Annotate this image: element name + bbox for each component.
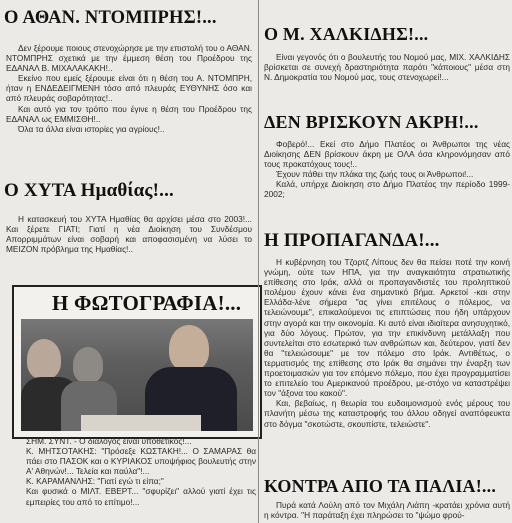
article-ntompris <box>6 43 252 134</box>
headline-ntompris: Ο ΑΘΑΝ. ΝΤΟΜΠΡΗΣ!... <box>4 8 217 28</box>
caption-line: ΣΗΜ. ΣΥΝΤ. - Ο διάλογος είναι υποθετικός!... <box>26 436 192 446</box>
article-chalkidis <box>264 52 510 82</box>
paragraph: Έχουν πάθει την πλάκα της ζωής τους οι Άνθρωποι!... <box>276 169 474 180</box>
caption-line: Και φυσικά ο ΜΙΛΤ. ΕΒΕΡΤ... "σφυρίζει" αλλού γιατί έχει τις εμπειρίες του από το επίτιμο!... <box>26 486 256 507</box>
caption-line: Κ. ΚΑΡΑΜΑΝΛΗΣ: "Γιατί εγώ τι είπα;" <box>26 476 164 487</box>
article-kontra <box>264 500 510 520</box>
caption-line: Κ. ΜΗΤΣΟΤΑΚΗΣ: "Πρόσεξε ΚΩΣΤΑΚΗ!... Ο ΣΑΜΑΡΑΣ θα πάει στο ΠΑΣΟΚ και ο ΚΥΡΙΑΚΟΣ υποψήφιος βουλευτής στην Α' Αθηνών!... Τελεία και παύλα"!... <box>26 446 256 477</box>
headline-kontra: ΚΟΝΤΡΑ ΑΠΟ ΤΑ ΠΑΛΙΑ!... <box>264 476 497 496</box>
paragraph: Η κατασκευή του ΧΥΤΑ Ημαθίας θα αρχίσει μέσα στο 2003!... Και ξέρετε ΓΙΑΤΙ; Γιατί η νέα Διοίκηση του Συνδέσμου Απορριμμάτων είναι σοβαρή και αποφασισμένη να λύσει το ΜΕΙΖΟΝ πρόβλημα της Ημαθίας!.. <box>6 214 252 255</box>
paragraph: Όλα τα άλλα είναι ιστορίες για αγρίους!.. <box>18 123 165 134</box>
headline-xyta: Ο ΧΥΤΑ Ημαθίας!... <box>4 180 174 201</box>
paragraph: Καλά, υπήρχε Διοίκηση στο Δήμο Πλατέος την περίοδο 1999-2002; <box>264 179 510 200</box>
paragraph: Και, βεβαίως, η θεωρία του ευδαιμονισμού ενός μέρους του πλανήτη μέσω της καταστροφής του άλλου οδηγεί αναπόφευκτα στο δόγμα "σκοτώστε, σκουπίστε, τελειώστε". <box>264 398 510 429</box>
paragraph: Είναι γεγονός ότι ο βουλευτής του Νομού μας, ΜΙΧ. ΧΑΛΚΙΔΗΣ βρίσκεται σε συνεχή δραστηριότητα παρότι "κάποιους" μέσα στη Ν. Δημοκρατία του Νομού μας, τους στενοχωρεί!... <box>264 52 510 83</box>
article-propaganda <box>264 257 510 429</box>
article-den-vriskoun <box>264 139 510 200</box>
table-surface <box>81 415 201 431</box>
news-photo <box>21 319 253 431</box>
paragraph: Εκείνο που εμείς ξέρουμε είναι ότι η θέση του Α. ΝΤΟΜΠΡΗ, ήταν η ΕΝΔΕΔΕΙΓΜΕΝΗ τόσο από πλευράς ΕΥΘΥΝΗΣ όσο και από πλευράς σοβαρότητας!.. <box>6 73 252 104</box>
paragraph: Πυρά κατά Λούλη από τον Μιχάλη Λιάπη -κρατάει χρόνια αυτή η κόντρα. "Η παράταξη έχει πληρώσει το "ψώμο φρού- <box>264 500 510 521</box>
paragraph: Φοβερό!... Εκεί στο Δήμο Πλατέος οι Άνθρωποι της νέας Διοίκησης ΔΕΝ βρίσκουν άκρη με ΟΛΑ όσα κληρονόμησαν από τους προκατόχους τους!.. <box>264 139 510 170</box>
paragraph: Και αυτό για τον τρόπο που έγινε η θέση του Προέδρου της ΕΔΑΝΑΛ ως ΕΜΜΙΣΘΗ!.. <box>6 103 252 124</box>
article-xyta <box>6 214 252 254</box>
paragraph: Η κυβέρνηση του Τζορτζ Λίπους δεν θα πείσει ποτέ την κοινή γνώμη, ούτε των ΗΠΑ, για την αναγκαιότητα στρατιωτικής επίθεσης στο Ιράκ, αλλά οι προπαγανδιστές του προληπτικού πολέμου έχουν κάνει ένα σημαντικό βήμα. Αρκετοί -και στην Ελλάδα-λένε σήμερα "ας γίνει επιτέλους ο πόλεμος, να τελειώνουμε", επικαλούμενοι τις επιπτώσεις που ήδη υπάρχουν στην αγορά και την οικονομία. Κι αυτό είναι ιδιαίτερα ανησυχητικό, για δύο λόγους. Πρώτον, για την επικίνδυνη μετάλλαξη που συντελείται στο εσωτερικό των ανθρώπων και, δεύτερον, γιατί δεν θα "τελειώσουμε" με τον πόλεμο στο Ιράκ. Αντιθέτως, ο τερματισμός της επίθεσης στο Ιράκ θα σημάνει την έναρξη των προετοιμασιών για τον επόμενο πόλεμο, που έχει προγραμματίσει το επιτελείο του Αμερικανού προέδρου, με-στόχο να καταστρέψει τον "άξονα του κακού". <box>264 257 510 399</box>
headline-photo: Η ΦΩΤΟΓΡΑΦΙΑ!... <box>52 291 242 315</box>
headline-propaganda: Η ΠΡΟΠΑΓΑΝΔΑ!... <box>264 230 440 251</box>
headline-chalkidis: Ο Μ. ΧΑΛΚΙΔΗΣ!... <box>264 24 429 44</box>
person-left <box>27 339 61 379</box>
column-divider <box>258 0 259 523</box>
person-middle <box>73 347 103 383</box>
paragraph: Δεν ξέρουμε ποιους στενοχώρησε με την επιστολή του ο ΑΘΑΝ. ΝΤΟΜΠΡΗΣ σχετικά με την έμμεση θέση του Προέδρου της ΕΔΑΝΑΛ Β. ΜΙΧΑΛΑΚΑΚΗ!.. <box>6 43 252 74</box>
person-right <box>169 325 209 371</box>
photo-box <box>12 285 262 439</box>
headline-den-vriskoun: ΔΕΝ ΒΡΙΣΚΟΥΝ ΑΚΡΗ!... <box>264 112 479 132</box>
photo-caption <box>26 436 256 507</box>
